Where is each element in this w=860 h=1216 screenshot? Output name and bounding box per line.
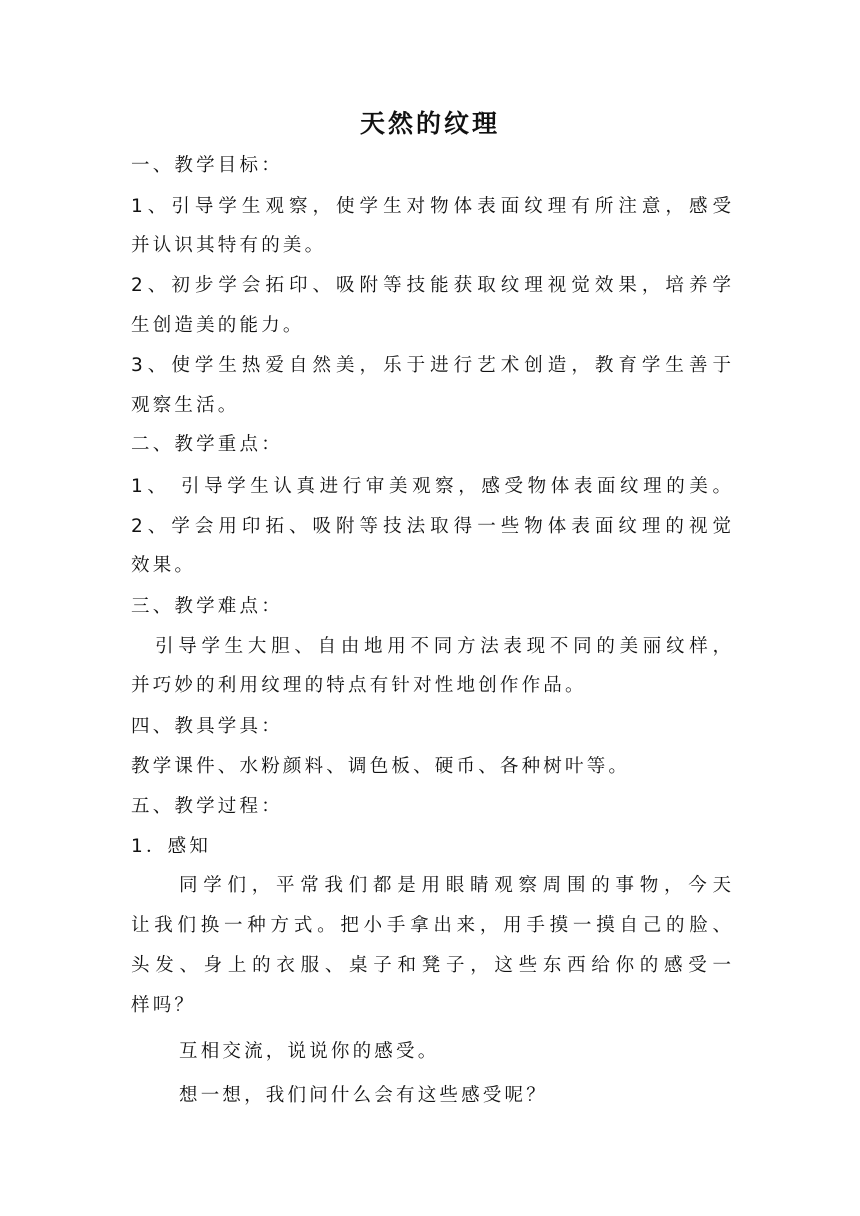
text-line: 引导学生大胆、自由地用不同方法表现不同的美丽纹样， [155,636,731,657]
text-line: 2、初步学会拓印、吸附等技能获取纹理视觉效果，培养学 [131,275,731,296]
section-heading-difficulties: 三、教学难点： [131,596,283,617]
text-line: 头发、身上的衣服、桌子和凳子，这些东西给你的感受一 [131,955,731,976]
section-heading-objectives: 一、教学目标： [131,155,283,176]
text-line: 2、学会用印拓、吸附等技法取得一些物体表面纹理的视觉 [131,516,731,537]
text-line: 生创造美的能力。 [131,315,305,336]
text-line: 想一想，我们问什么会有这些感受呢？ [179,1085,548,1106]
text-line: 效果。 [131,555,197,576]
text-line: 并认识其特有的美。 [131,235,327,256]
section-heading-process: 五、教学过程： [131,796,283,817]
text-line: 教学课件、水粉颜料、调色板、硬币、各种树叶等。 [131,756,631,777]
section-heading-tools: 四、教具学具： [131,716,283,737]
document-title: 天然的纹理 [359,109,500,138]
subsection-heading-perception: 1．感知 [131,836,212,857]
text-line: 并巧妙的利用纹理的特点有针对性地创作作品。 [131,675,587,696]
text-line: 1、引导学生观察，使学生对物体表面纹理有所注意，感受 [131,196,731,217]
text-line: 1、 引导学生认真进行审美观察，感受物体表面纹理的美。 [131,476,731,497]
text-line: 样吗？ [131,995,197,1016]
text-line: 同学们，平常我们都是用眼睛观察周围的事物，今天 [179,875,731,896]
text-line: 互相交流，说说你的感受。 [179,1041,440,1062]
section-heading-key-points: 二、教学重点： [131,434,283,455]
text-line: 让我们换一种方式。把小手拿出来，用手摸一摸自己的脸、 [131,915,731,936]
text-line: 观察生活。 [131,395,240,416]
text-line: 3、使学生热爱自然美，乐于进行艺术创造，教育学生善于 [131,355,731,376]
